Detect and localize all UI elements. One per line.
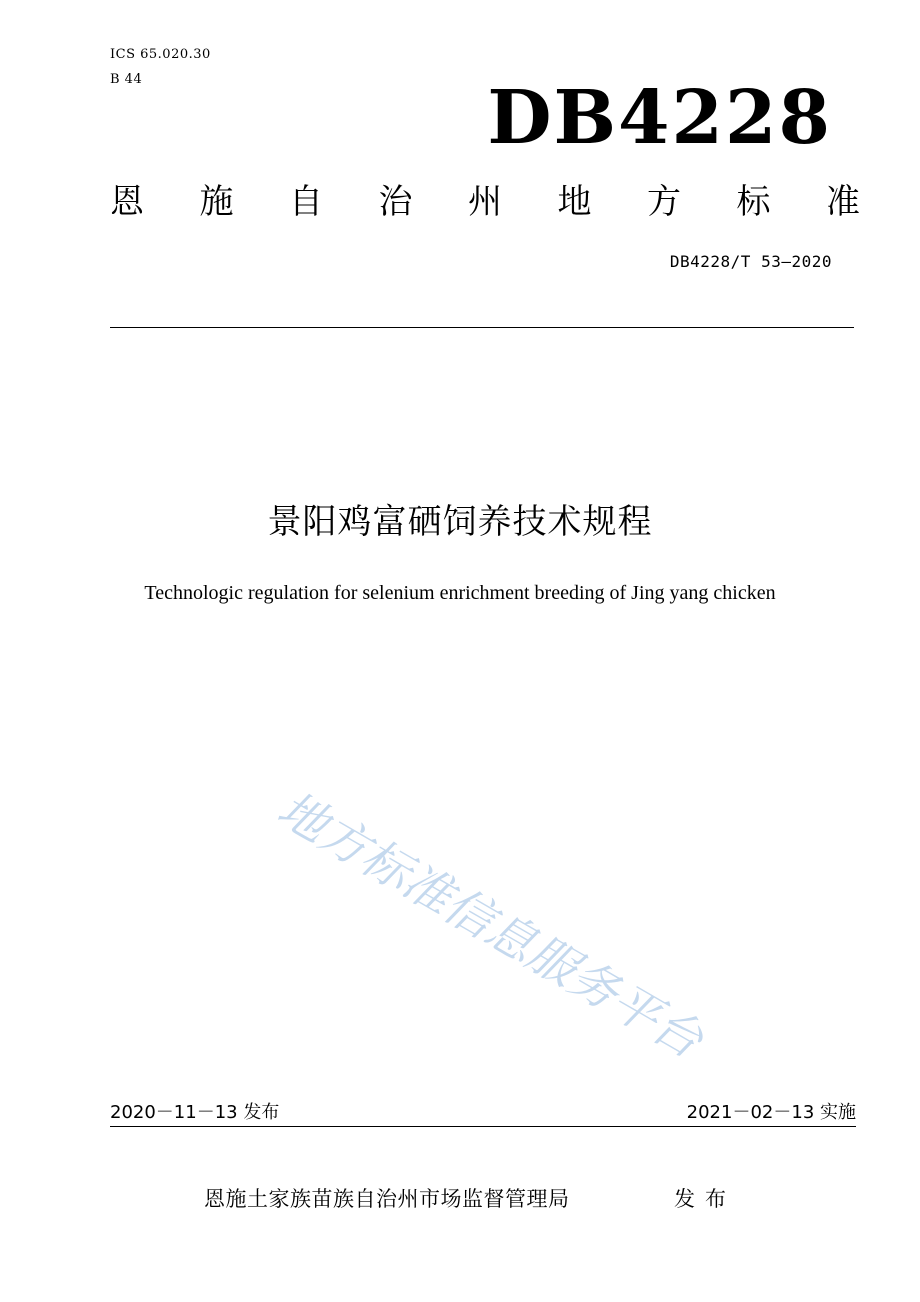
document-title-en: Technologic regulation for selenium enrichment breeding of Jing yang chicken <box>144 582 776 604</box>
ics-code: ICS 65.020.30 <box>110 47 211 62</box>
standard-type-char: 方 <box>647 182 681 222</box>
header-divider <box>110 327 854 328</box>
standard-type-char: 治 <box>378 182 413 222</box>
standard-type-char: 自 <box>289 182 323 222</box>
standard-type-title <box>110 178 860 226</box>
standard-type-char: 施 <box>199 182 234 222</box>
ccs-code: B 44 <box>110 72 143 87</box>
standard-type-char: 恩 <box>110 182 144 222</box>
standard-type-char: 准 <box>826 182 860 222</box>
watermark: 地方标准信息服务平台 <box>268 780 712 1070</box>
standard-type-char: 州 <box>468 182 502 222</box>
issue-label: 发布 <box>674 1187 736 1211</box>
standard-type-char: 标 <box>736 182 771 222</box>
implementation-date: 2021－02－13 实施 <box>686 1102 856 1123</box>
standard-type-char: 地 <box>557 182 592 222</box>
standard-code-logo: DB4228 <box>487 75 832 161</box>
footer-divider <box>110 1126 856 1127</box>
issue-date: 2020－11－13 发布 <box>110 1102 280 1123</box>
document-title-cn: 景阳鸡富硒饲养技术规程 <box>267 502 653 542</box>
standard-number: DB4228/T 53—2020 <box>669 252 832 271</box>
issuing-authority: 恩施土家族苗族自治州市场监督管理局 <box>204 1187 570 1211</box>
